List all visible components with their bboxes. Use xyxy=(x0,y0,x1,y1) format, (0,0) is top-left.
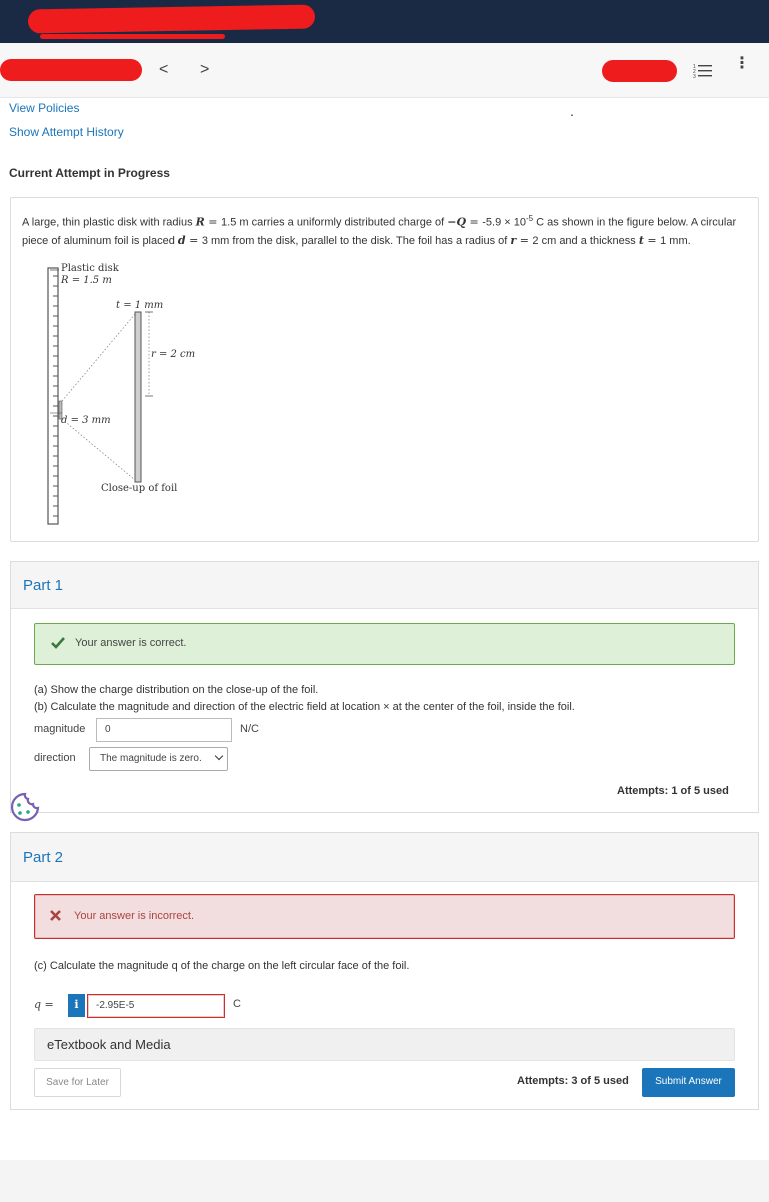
part2-title: Part 2 xyxy=(23,849,64,866)
r-label: r = 2 cm xyxy=(151,349,196,360)
svg-text:3: 3 xyxy=(693,74,696,79)
direction-select[interactable] xyxy=(89,747,228,771)
submit-answer-button[interactable]: Submit Answer xyxy=(642,1068,735,1097)
magnitude-input[interactable]: 0 xyxy=(96,718,232,742)
chevron-down-icon xyxy=(215,752,223,760)
part2-attempts: Attempts: 3 of 5 used xyxy=(517,1075,629,1087)
redacted-title xyxy=(28,4,315,33)
next-question-button[interactable]: > xyxy=(200,61,210,78)
redacted-breadcrumb xyxy=(0,59,142,81)
more-options-icon[interactable]: ⋮ xyxy=(734,55,750,72)
magnitude-label: magnitude xyxy=(34,723,86,735)
incorrect-feedback-box xyxy=(34,894,735,939)
magnitude-unit: N/C xyxy=(240,723,259,735)
show-attempt-history-link[interactable]: Show Attempt History xyxy=(9,125,124,139)
check-icon xyxy=(51,637,65,649)
redacted-score-badge xyxy=(602,60,677,82)
foil-closeup xyxy=(135,312,141,482)
prev-question-button[interactable]: < xyxy=(159,61,169,78)
view-policies-link[interactable]: View Policies xyxy=(9,101,80,115)
d-label: d = 3 mm xyxy=(61,415,111,426)
t-label: t = 1 mm xyxy=(116,300,164,311)
etextbook-and-media-panel[interactable]: eTextbook and Media xyxy=(34,1028,735,1061)
redacted-title-stroke xyxy=(40,34,225,39)
stray-dot: . xyxy=(570,103,574,119)
part1-header xyxy=(10,561,759,609)
direction-label: direction xyxy=(34,752,76,764)
info-icon[interactable]: i xyxy=(68,994,85,1017)
x-icon xyxy=(50,910,61,921)
save-for-later-button[interactable]: Save for Later xyxy=(34,1068,121,1097)
disk-label: Plastic disk xyxy=(61,263,119,274)
part1-title: Part 1 xyxy=(23,577,64,594)
part1-line-b: (b) Calculate the magnitude and direction of the electric field at location × at the center of the foil, inside the foil. xyxy=(34,701,575,713)
part1-line-a: (a) Show the charge distribution on the close-up of the foil. xyxy=(34,684,319,696)
part2-header xyxy=(10,832,759,882)
q-input[interactable]: -2.95E-5 xyxy=(87,994,225,1018)
question-text: A large, thin plastic disk with radius R = 1.5 m carries a uniformly distributed charge of $-Q = -5.9 \times 10^{-5}$ C as shown in the figure below. A circular piece of aluminum foil is placed d = 3 mm from the disk, parallel to the disk. The foil has a radius of r = 2 cm and a thickness t = 1 mm. xyxy=(22,214,737,248)
incorrect-feedback-text: Your answer is incorrect. xyxy=(74,910,195,922)
plastic-disk-figure xyxy=(40,258,220,528)
part1-attempts: Attempts: 1 of 5 used xyxy=(617,785,729,797)
q-unit: C xyxy=(233,998,241,1010)
part2-line-c: (c) Calculate the magnitude q of the charge on the left circular face of the foil. xyxy=(34,960,410,972)
direction-selected-value: The magnitude is zero. xyxy=(100,753,202,764)
correct-feedback-text: Your answer is correct. xyxy=(75,637,187,649)
disk-radius-label: R = 1.5 m xyxy=(61,275,112,286)
question-list-icon[interactable] xyxy=(693,63,713,79)
correct-feedback-box xyxy=(34,623,735,665)
cookie-icon[interactable] xyxy=(9,791,41,823)
closeup-label: Close-up of foil xyxy=(101,483,178,494)
attempt-status-title: Current Attempt in Progress xyxy=(9,166,170,180)
svg-text:1: 1 xyxy=(693,64,696,70)
svg-text:2: 2 xyxy=(693,69,696,75)
q-label: q = xyxy=(34,998,54,1011)
